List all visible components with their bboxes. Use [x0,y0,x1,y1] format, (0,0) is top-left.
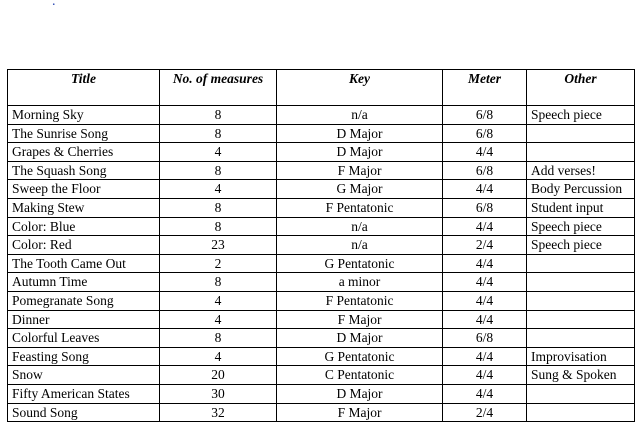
cell-key: F Major [277,161,443,180]
header-row [8,70,635,106]
cell-key: G Pentatonic [277,254,443,273]
cell-other [527,329,635,348]
cell-meter: 4/4 [443,180,527,199]
cell-title: Fifty American States [8,384,160,403]
table-row [8,180,635,199]
cell-measures: 20 [160,366,277,385]
table-row [8,161,635,180]
header-other: Other [527,70,635,106]
cell-measures: 8 [160,198,277,217]
cell-title: Sound Song [8,403,160,422]
table-row [8,254,635,273]
cell-meter: 6/8 [443,161,527,180]
cell-measures: 30 [160,384,277,403]
cell-key: G Major [277,180,443,199]
cell-meter: 6/8 [443,198,527,217]
cell-other: Add verses! [527,161,635,180]
table-row [8,329,635,348]
cell-key: D Major [277,329,443,348]
cell-title: The Tooth Came Out [8,254,160,273]
cell-meter: 4/4 [443,291,527,310]
cell-meter: 4/4 [443,217,527,236]
cell-measures: 8 [160,329,277,348]
table-row [8,217,635,236]
cell-measures: 4 [160,310,277,329]
cell-other: Body Percussion [527,180,635,199]
cell-key: G Pentatonic [277,347,443,366]
table-row [8,143,635,162]
table-row [8,273,635,292]
cell-measures: 4 [160,347,277,366]
cell-other: Speech piece [527,236,635,255]
cell-title: Grapes & Cherries [8,143,160,162]
cell-other [527,143,635,162]
header-title: Title [8,70,160,106]
table-row [8,124,635,143]
table-row [8,366,635,385]
cell-title: Morning Sky [8,106,160,125]
cell-meter: 6/8 [443,106,527,125]
cell-meter: 4/4 [443,347,527,366]
cell-other [527,124,635,143]
table-row [8,106,635,125]
cell-other: Improvisation [527,347,635,366]
cell-measures: 8 [160,217,277,236]
cell-title: Sweep the Floor [8,180,160,199]
cell-measures: 4 [160,143,277,162]
cell-meter: 2/4 [443,403,527,422]
stray-mark: . [52,0,56,9]
table-row [8,198,635,217]
cell-title: Color: Blue [8,217,160,236]
cell-key: n/a [277,217,443,236]
cell-measures: 32 [160,403,277,422]
cell-title: The Squash Song [8,161,160,180]
cell-meter: 4/4 [443,254,527,273]
table-row [8,291,635,310]
table-row [8,310,635,329]
table-row [8,347,635,366]
cell-meter: 6/8 [443,329,527,348]
cell-meter: 4/4 [443,366,527,385]
song-table [7,69,635,422]
cell-meter: 4/4 [443,310,527,329]
cell-meter: 4/4 [443,143,527,162]
cell-measures: 8 [160,124,277,143]
cell-key: D Major [277,124,443,143]
cell-title: The Sunrise Song [8,124,160,143]
cell-key: F Major [277,403,443,422]
cell-other [527,403,635,422]
cell-other: Student input [527,198,635,217]
cell-measures: 4 [160,291,277,310]
cell-key: D Major [277,384,443,403]
cell-measures: 2 [160,254,277,273]
cell-key: D Major [277,143,443,162]
cell-other [527,273,635,292]
cell-title: Making Stew [8,198,160,217]
cell-other [527,384,635,403]
cell-key: F Pentatonic [277,291,443,310]
cell-title: Color: Red [8,236,160,255]
header-measures: No. of measures [160,70,277,106]
cell-key: F Pentatonic [277,198,443,217]
table-row [8,236,635,255]
cell-title: Colorful Leaves [8,329,160,348]
cell-title: Dinner [8,310,160,329]
cell-meter: 2/4 [443,236,527,255]
cell-meter: 4/4 [443,273,527,292]
cell-measures: 8 [160,106,277,125]
cell-title: Feasting Song [8,347,160,366]
cell-key: C Pentatonic [277,366,443,385]
table-row [8,384,635,403]
cell-meter: 6/8 [443,124,527,143]
cell-other [527,310,635,329]
cell-measures: 8 [160,273,277,292]
cell-measures: 23 [160,236,277,255]
cell-title: Pomegranate Song [8,291,160,310]
table-row [8,403,635,422]
cell-key: n/a [277,106,443,125]
cell-title: Autumn Time [8,273,160,292]
cell-key: a minor [277,273,443,292]
cell-meter: 4/4 [443,384,527,403]
cell-other: Sung & Spoken [527,366,635,385]
cell-other [527,291,635,310]
header-meter: Meter [443,70,527,106]
header-key: Key [277,70,443,106]
cell-other: Speech piece [527,106,635,125]
cell-title: Snow [8,366,160,385]
cell-measures: 4 [160,180,277,199]
cell-key: n/a [277,236,443,255]
table-body [8,106,635,422]
cell-measures: 8 [160,161,277,180]
cell-other [527,254,635,273]
cell-other: Speech piece [527,217,635,236]
cell-key: F Major [277,310,443,329]
